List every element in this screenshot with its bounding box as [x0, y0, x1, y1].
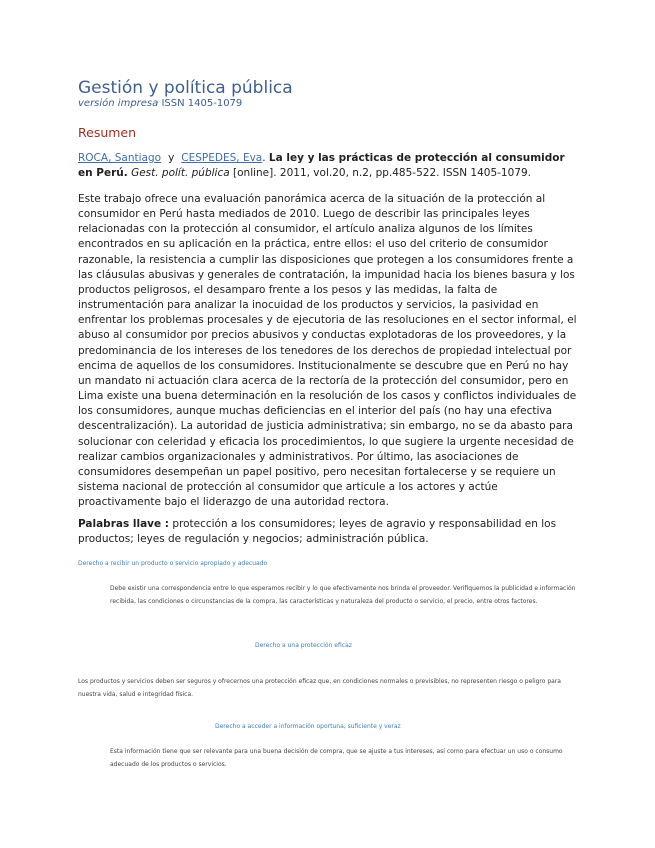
author-separator: .	[262, 152, 266, 164]
right-heading-information: Derecho a acceder a información oportuna, suficiente y veraz	[215, 723, 401, 730]
version-label: versión impresa	[78, 98, 159, 109]
author-connector: y	[168, 152, 175, 164]
right-text-appropriate-product: Debe existir una correspondencia entre lo que esperamos recibir y lo que efectivamente nos brinda el proveedor. Verifiquemos la publicidad e información recibida, las condiciones o circunstancias de la compra, las características y naturaleza del producto o servicio, el precio, entre otros factores.	[110, 585, 576, 605]
keywords	[78, 517, 578, 548]
keywords-label: Palabras llave :	[78, 518, 169, 530]
right-text-effective-protection: Los productos y servicios deben ser seguros y ofrecernos una protección eficaz que, en condiciones normales o previsibles, no representen riesgo o peligro para nuestra vida, salud e integridad física.	[78, 678, 561, 698]
issn-line	[78, 98, 242, 109]
author-link-cespedes[interactable]: CESPEDES, Eva	[181, 152, 263, 164]
author-link-roca[interactable]: ROCA, Santiago	[78, 152, 162, 164]
keywords-text: protección a los consumidores; leyes de agravio y responsabilidad en los productos; leyes de regulación y negocios; administración pública.	[78, 518, 557, 546]
right-heading-appropriate-product: Derecho a recibir un producto o servicio apropiado y adecuado	[78, 560, 268, 567]
journal-title: Gestión y política pública	[78, 78, 293, 98]
right-text-information: Esta información tiene que ser relevante para una buena decisión de compra, que se ajuste a tus intereses, así como para efectuar un uso o consumo adecuado de los productos o servicios.	[110, 748, 563, 768]
issn-number: ISSN 1405-1079	[161, 98, 243, 109]
citation	[78, 151, 578, 181]
abstract-text: Este trabajo ofrece una evaluación panorámica acerca de la situación de la protección al consumidor en Perú hasta mediados de 2010. Luego de describir las principales leyes relacionadas con la protección al consumidor, el artículo analiza algunos de los límites encontrados en su aplicación en la práctica, entre ellos: el uso del criterio de consumidor razonable, la resistencia a cumplir las disposiciones que protegen a los consumidores frente a las cláusulas abusivas y generales de contratación, la impunidad hacia los bienes basura y los productos peligrosos, el desamparo frente a los pesos y las medidas, la falta de instrumentación para analizar la inocuidad de los productos y servicios, la pasividad en enfrentar los problemas procesales y de ejecutoria de las resoluciones en el sector informal, el abuso al consumidor por precios abusivos y conductas explotadoras de los proveedores, y la predominancia de los intereses de los tenedores de los derechos de propiedad intelectual por encima de aquellos de los consumidores. Institucionalmente se descubre que en Perú no hay un mandato ni actuación clara acerca de la rectoría de la protección del consumidor, pero en Lima existe una buena determinación en la resolución de los casos y conflictos individuales de los consumidores, aunque muchas deficiencias en el interior del país (no hay una efectiva descentralización). La autoridad de justicia administrativa; sin embargo, no se da abasto para solucionar con celeridad y eficacia los procedimientos, lo que sugiere la urgente necesidad de realizar cambios organizacionales y administrativos. Por último, las asociaciones de consumidores desempeñan un papel positivo, pero necesitan fortalecerse y se requiere un sistema nacional de protección al consumidor que articule a los actores y actúe proactivamente bajo el liderazgo de una autoridad rectora.	[78, 193, 577, 509]
journal-abbrev: Gest. polít. pública	[131, 167, 230, 179]
right-heading-effective-protection: Derecho a una protección eficaz	[255, 642, 352, 649]
article-title: La ley y las prácticas de protección al consumidor en Perú.	[78, 152, 565, 179]
section-heading: Resumen	[78, 125, 137, 140]
citation-details: [online]. 2011, vol.20, n.2, pp.485-522. ISSN 1405-1079.	[233, 167, 531, 179]
